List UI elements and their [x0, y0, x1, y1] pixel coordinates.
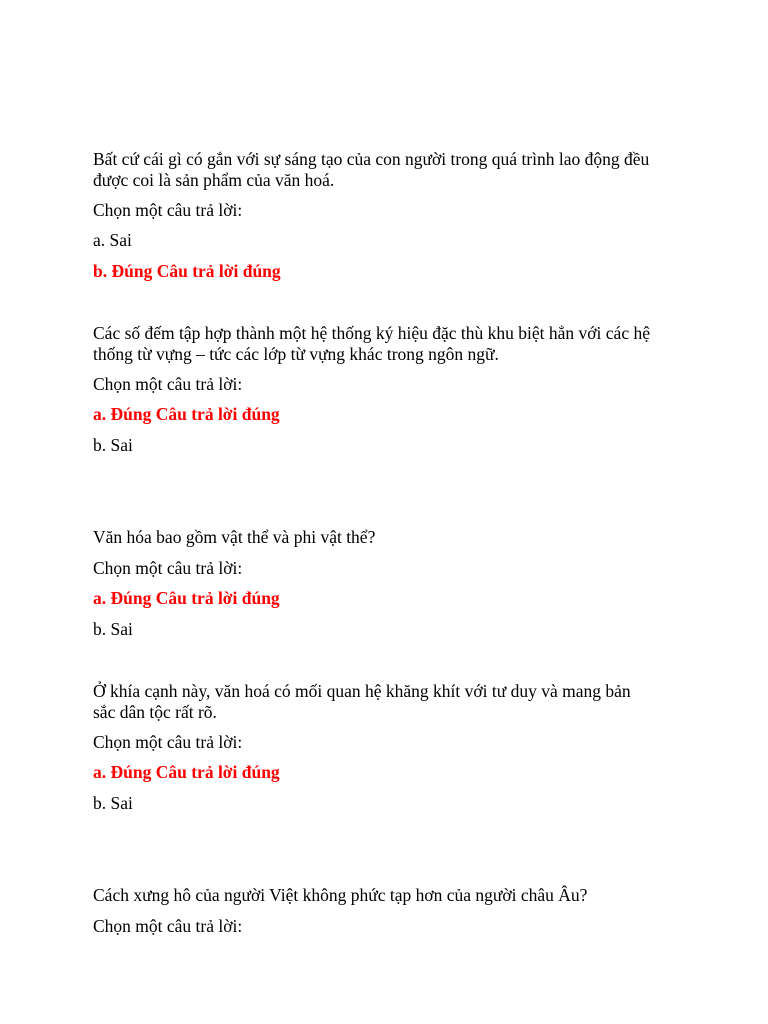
- question-1-prompt: Chọn một câu trả lời:: [93, 200, 243, 220]
- question-2-text-line-1: Các số đếm tập hợp thành một hệ thống ký hiệu đặc thù khu biệt hẳn với các hệ: [93, 323, 650, 343]
- question-5-prompt: Chọn một câu trả lời:: [93, 916, 243, 936]
- question-3-option-b[interactable]: b. Sai: [93, 619, 133, 639]
- question-2-text-line-2: thống từ vựng – tức các lớp từ vựng khác trong ngôn ngữ.: [93, 344, 499, 364]
- question-3-text: Văn hóa bao gồm vật thể và phi vật thể?: [93, 527, 376, 547]
- question-4-option-b[interactable]: b. Sai: [93, 793, 133, 813]
- question-4-option-a-correct[interactable]: a. Đúng Câu trả lời đúng: [93, 762, 280, 782]
- question-3-prompt: Chọn một câu trả lời:: [93, 558, 243, 578]
- question-2-option-a-correct[interactable]: a. Đúng Câu trả lời đúng: [93, 404, 280, 424]
- question-3-option-a-correct[interactable]: a. Đúng Câu trả lời đúng: [93, 588, 280, 608]
- question-1-option-a[interactable]: a. Sai: [93, 230, 132, 250]
- question-1-text-line-2: được coi là sản phẩm của văn hoá.: [93, 170, 335, 190]
- question-4-text-line-2: sắc dân tộc rất rõ.: [93, 702, 217, 722]
- question-2-prompt: Chọn một câu trả lời:: [93, 374, 243, 394]
- question-5-text: Cách xưng hô của người Việt không phức tạp hơn của người châu Âu?: [93, 885, 588, 905]
- question-2-option-b[interactable]: b. Sai: [93, 435, 133, 455]
- question-1-text-line-1: Bất cứ cái gì có gắn với sự sáng tạo của con người trong quá trình lao động đều: [93, 149, 650, 169]
- document-page: [93, 0, 683, 1024]
- question-1-option-b-correct[interactable]: b. Đúng Câu trả lời đúng: [93, 261, 281, 281]
- question-4-text-line-1: Ở khía cạnh này, văn hoá có mối quan hệ khăng khít với tư duy và mang bản: [93, 681, 631, 701]
- question-4-prompt: Chọn một câu trả lời:: [93, 732, 243, 752]
